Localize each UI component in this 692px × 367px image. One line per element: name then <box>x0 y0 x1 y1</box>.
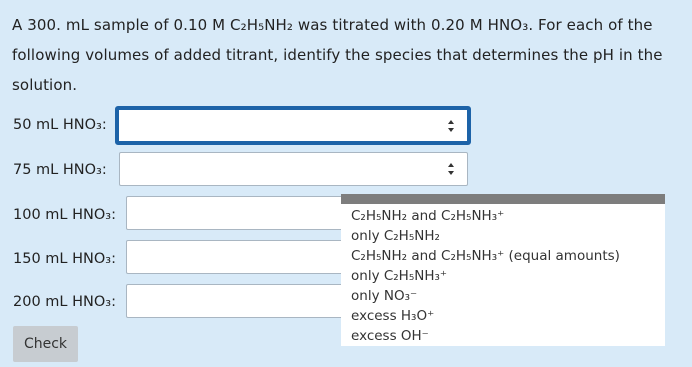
check-button[interactable]: Check <box>13 326 78 362</box>
option-only-ethylammonium[interactable]: only C₂H₅NH₃⁺ <box>351 268 448 284</box>
option-ethylamine-and-ion[interactable]: C₂H₅NH₂ and C₂H₅NH₃⁺ <box>351 208 505 224</box>
select-arrows-icon <box>447 163 455 175</box>
select-75ml[interactable] <box>119 152 468 186</box>
select-200ml[interactable] <box>126 284 346 318</box>
species-dropdown-list <box>341 194 665 346</box>
option-excess-hydronium[interactable]: excess H₃O⁺ <box>351 308 435 324</box>
option-only-nitrate[interactable]: only NO₃⁻ <box>351 288 418 304</box>
option-equal-amounts[interactable]: C₂H₅NH₂ and C₂H₅NH₃⁺ (equal amounts) <box>351 248 620 264</box>
row-label-75: 75 mL HNO₃: <box>13 162 107 178</box>
select-150ml[interactable] <box>126 240 346 274</box>
row-label-150: 150 mL HNO₃: <box>13 251 116 267</box>
select-50ml[interactable] <box>115 106 471 145</box>
select-100ml[interactable] <box>126 196 346 230</box>
row-label-100: 100 mL HNO₃: <box>13 207 116 223</box>
question-text: A 300. mL sample of 0.10 M C₂H₅NH₂ was titrated with 0.20 M HNO₃. For each of the following volumes of added titrant, identify the species that determines the pH in the solution. <box>12 16 663 94</box>
select-arrows-icon <box>447 120 455 132</box>
row-label-50: 50 mL HNO₃: <box>13 117 107 133</box>
option-excess-hydroxide[interactable]: excess OH⁻ <box>351 328 429 344</box>
option-only-ethylamine[interactable]: only C₂H₅NH₂ <box>351 228 440 244</box>
row-label-200: 200 mL HNO₃: <box>13 294 116 310</box>
